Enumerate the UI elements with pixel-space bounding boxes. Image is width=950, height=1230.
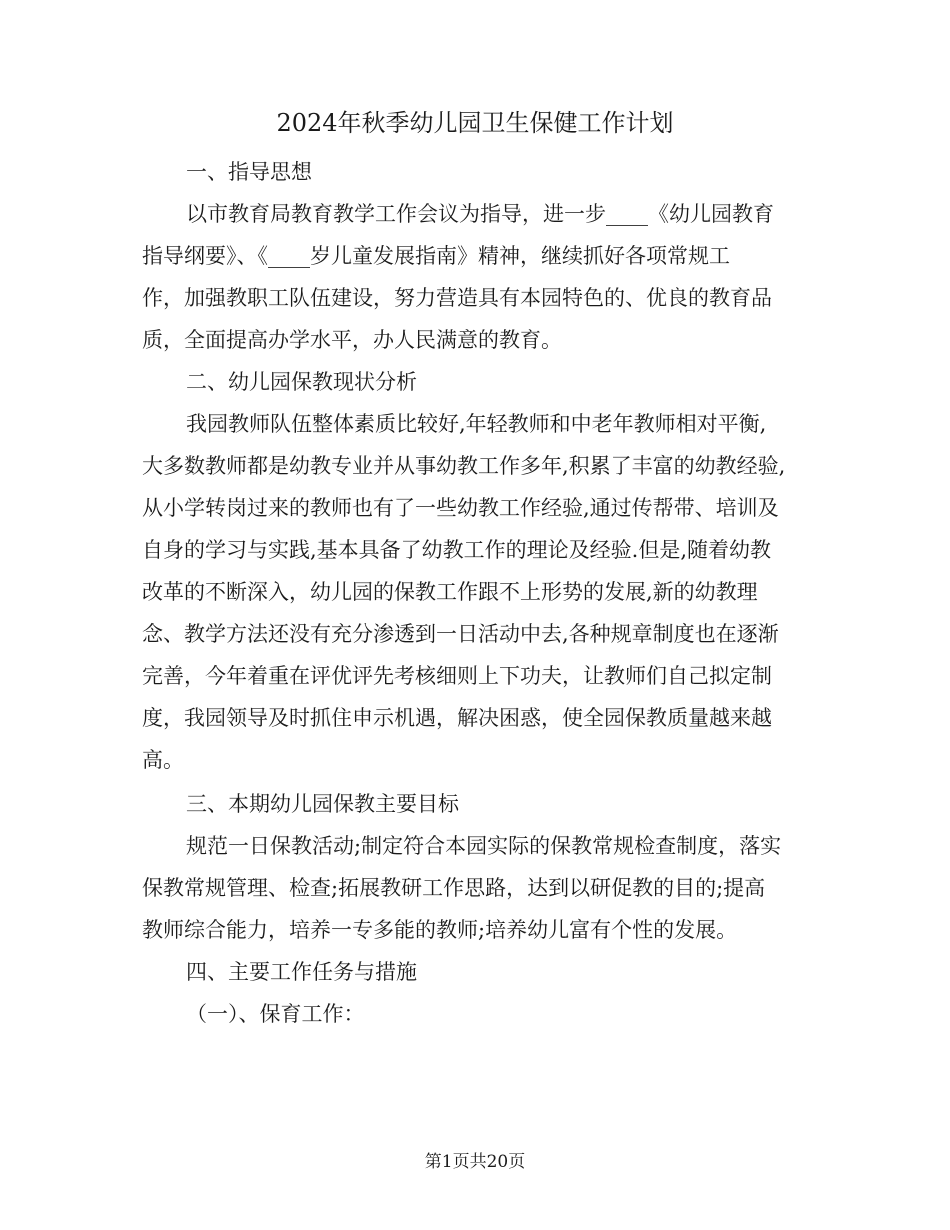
paragraph-line: 指导纲要》、《____岁儿童发展指南》精神，继续抓好各项常规工 bbox=[142, 244, 730, 268]
paragraph-line: 大多数教师都是幼教专业并从事幼教工作多年,积累了丰富的幼教经验, bbox=[142, 454, 786, 478]
section-main-goals bbox=[142, 783, 808, 951]
section-heading: 二、幼儿园保教现状分析 bbox=[186, 370, 417, 394]
page-number: 第1页共20页 bbox=[424, 1152, 526, 1172]
paragraph-line: 念、教学方法还没有充分渗透到一日活动中去,各种规章制度也在逐渐 bbox=[142, 622, 779, 646]
paragraph-line: 度，我园领导及时抓住申示机遇，解决困惑，使全园保教质量越来越 bbox=[142, 706, 772, 730]
paragraph-line: 自身的学习与实践,基本具备了幼教工作的理论及经验.但是,随着幼教 bbox=[142, 538, 772, 562]
paragraph-line: 作，加强教职工队伍建设，努力营造具有本园特色的、优良的教育品 bbox=[142, 286, 772, 310]
section-tasks-measures bbox=[142, 951, 808, 1035]
paragraph-line: 高。 bbox=[142, 748, 184, 772]
section-heading: 三、本期幼儿园保教主要目标 bbox=[186, 792, 459, 816]
paragraph-line: 改革的不断深入，幼儿园的保教工作跟不上形势的发展,新的幼教理 bbox=[142, 580, 758, 604]
paragraph-line: 完善，今年着重在评优评先考核细则上下功夫，让教师们自己拟定制 bbox=[142, 664, 772, 688]
paragraph-line: 质，全面提高办学水平，办人民满意的教育。 bbox=[142, 328, 562, 352]
paragraph-line: 规范一日保教活动;制定符合本园实际的保教常规检查制度，落实 bbox=[186, 834, 782, 858]
section-guiding-ideology bbox=[142, 151, 808, 361]
paragraph-line: 教师综合能力，培养一专多能的教师;培养幼儿富有个性的发展。 bbox=[142, 918, 738, 942]
document-title: 2024年秋季幼儿园卫生保健工作计划 bbox=[276, 109, 674, 137]
section-heading: 一、指导思想 bbox=[186, 160, 312, 184]
paragraph-line: 从小学转岗过来的教师也有了一些幼教工作经验,通过传帮带、培训及 bbox=[142, 496, 779, 520]
paragraph-line: 我园教师队伍整体素质比较好,年轻教师和中老年教师相对平衡, bbox=[186, 412, 767, 436]
section-status-analysis bbox=[142, 361, 808, 781]
paragraph-line: 以市教育局教育教学工作会议为指导，进一步____《幼儿园教育 bbox=[186, 202, 774, 226]
subsection-heading: （一）、保育工作： bbox=[186, 1002, 365, 1026]
section-heading: 四、主要工作任务与措施 bbox=[186, 960, 417, 984]
paragraph-line: 保教常规管理、检查;拓展教研工作思路，达到以研促教的目的;提高 bbox=[142, 876, 766, 900]
